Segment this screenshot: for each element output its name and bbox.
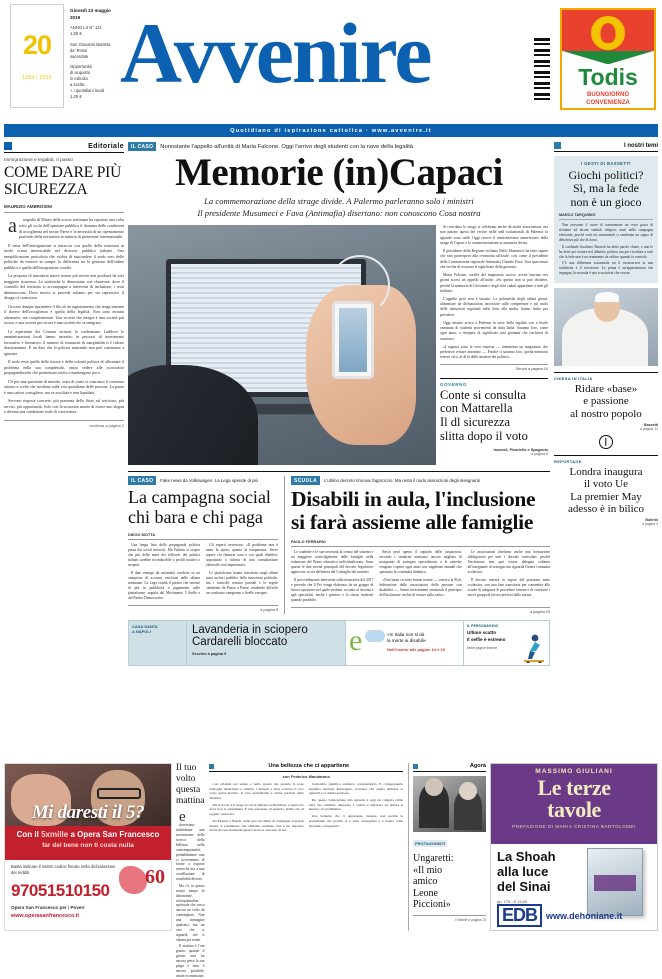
lead-subhead-line2: Il presidente Musumeci e Fava (Antimafia) disertano: non conoscono Cosa nostra xyxy=(197,207,481,218)
offer-line-5: 1,20 € xyxy=(70,94,82,100)
bottom-center-article xyxy=(209,763,403,931)
story-right-kicker: L'ultimo decreto rinnova l'approccio. Ma resta il nodo assunzioni degli insegnanti xyxy=(323,478,480,484)
lead-kicker: Nonostante l'appello all'unità di Maria Falcone. Oggi l'arrivo degli studenti con la nave della legalità xyxy=(160,143,414,150)
bottom-left-paragraph: edovessimo individuare una motivazione della ricerca della bellezza nella contemporaneità, probabilmente non ci troveremmo di fronte a risposte univoche ma a una costellazione di sensibilità diverse. xyxy=(176,808,205,882)
promo-strip xyxy=(128,620,550,666)
story-left-paragraph: Una lunga lista della propaganda politica passa dai social network. Ma l'ultimo si scopre che più della metà dei follower dei politici italiani sarebbe riconducibile a profili inattivi o sospetti. xyxy=(128,543,200,568)
reportage-headline-line: il voto Ue xyxy=(584,478,628,491)
editorial-kicker: Immigrazione e legalità. Il passo xyxy=(4,157,73,162)
themes-section-reportage xyxy=(554,455,658,526)
offer-line-1: di acquisto xyxy=(70,69,91,75)
editorial-byline: MAURIZIO AMBROSINI xyxy=(4,204,124,213)
lead-article-ref[interactable]: Servizi a pagina 10 xyxy=(440,364,548,371)
promo-headline-line2: Cardarelli bloccato xyxy=(192,636,288,649)
offer-line-3: a scelta xyxy=(70,82,85,88)
ad-org-name: Opera San Francesco per i Poveri xyxy=(11,904,85,910)
bottom-left-headline-line: Il tuo volto xyxy=(176,763,197,784)
todis-tagline xyxy=(586,92,630,108)
cloud-icon xyxy=(365,630,385,642)
person-icon xyxy=(419,784,449,828)
divider xyxy=(128,471,550,472)
promo-selfie-tag: IL PERSONAGGIO xyxy=(467,623,499,628)
government-byline: Iasevoli, Picariello e Spagnolo xyxy=(493,447,548,452)
themes-card-headline-line: Sì, ma la fede xyxy=(573,181,639,196)
book-title-line: Le terze xyxy=(537,775,611,800)
square-marker-icon xyxy=(4,142,12,150)
zucchetto-icon xyxy=(595,292,619,302)
book-pages-price: pp. 176 - € 16,50 xyxy=(497,898,528,904)
lead-article-column xyxy=(440,225,548,465)
promo-byline: Secchio a pagina 9 xyxy=(192,652,227,657)
themes-card-body xyxy=(559,223,653,276)
themes-column xyxy=(554,142,658,757)
lead-paragraph: Si ricordano le stragi, si celebrano anche da molte associazioni, ma non paiono questi del vertice nelle sedi istituzionali di Palermo lo sguardo sono saldi. Oggi ricorre il ventisettesimo anniversario della strage di Capaci e la commemorazione si annuncia divisa. xyxy=(440,225,548,245)
reportage-headline-line: Londra inaugura xyxy=(569,466,643,478)
reportage-headline[interactable] xyxy=(554,466,658,515)
book-cover-band xyxy=(594,875,636,891)
bottom-left-paragraph: Il mattino è l'ora giusta: quando il giorno non ha ancora preso la sua piega e tutto è ancora possibile, anche ricominciare. xyxy=(176,944,205,978)
church-ref[interactable]: a pagina 12 xyxy=(640,427,658,431)
ad-line1-pre: Con il xyxy=(16,830,42,839)
reportage-byline: Bultrini xyxy=(645,518,658,523)
lead-paragraph: Oggi intanto arriva a Palermo la nave della legalità con a bordo centinaia di studenti provenienti da tutta Italia. Saranno loro, come ogni anno, a riempire di significato una giornata che rischiava di svuotarsi. xyxy=(440,320,548,341)
story-left-headline-line: La campagna social xyxy=(128,487,271,508)
story-right-headline[interactable] xyxy=(291,488,550,534)
story-right-kicker-row xyxy=(291,476,550,485)
promo-ecla-block[interactable] xyxy=(345,621,463,665)
lead-paragraph: «I ragazzi sono la vera risposta — commenta un magistrato che preferisce restare anonimo —. Finché ci saranno loro, quella memoria resterà viva, al di là delle assenze dei politici». xyxy=(440,344,548,360)
themes-card-byline: MARCO TARQUINIO xyxy=(559,213,653,220)
publisher-block xyxy=(497,904,622,927)
eco-ref: Nell'inserto alle pagine 14 e 15 xyxy=(387,647,445,653)
bottom-center-paragraph: così evidenti nel tempo e nello spazio che quando le pose analoghe disturbarle a chiarire i dettagli e deve scrivere il loro volto quasi inattivo. Il vero naturalismo è anche parziale nella fioritura. xyxy=(209,782,304,801)
book-title xyxy=(491,777,657,820)
bottom-center-paragraph: Per questo l'educazione allo sguardo è oggi un compito civile oltre che culturale. Imparare a vedere è imparare ad abitare il mondo con gratitudine. xyxy=(308,798,403,812)
church-headline-line: al nostro popolo xyxy=(570,407,642,420)
themes-card-paragraph: C'è una differenza sostanziale tra il riconoscersi in una tradizione e il servirsene. La prima è un'appartenenza che impegna, la seconda è una scorciatoia che svuota. xyxy=(559,261,653,276)
story-left-kicker: Fake news da Volkswagen. La Lega spende di più xyxy=(160,478,258,484)
promo-ecla-text xyxy=(387,632,445,652)
ad-opera-san-francesco[interactable] xyxy=(4,763,172,931)
lead-column xyxy=(128,142,550,757)
square-marker-icon xyxy=(209,764,214,769)
government-headline[interactable] xyxy=(440,389,548,444)
editorial-title[interactable]: COME DARE PIÙ SICUREZZA xyxy=(4,164,122,198)
themes-card-paragraph: Il cardinale Gualtiero Bassetti ha detto parole chiare, e non le ha dette per entrare nel dibattito politico ma per ricordare a tutti che la fede non è un ornamento da esibire quando fa comodo. xyxy=(559,244,653,259)
ad-claim: Mi daresti il 5? xyxy=(31,802,145,823)
church-byline: Bassetti xyxy=(644,423,658,427)
church-tag: CHIESA IN ITALIA xyxy=(554,376,593,382)
book-author: MASSIMO GIULIANI xyxy=(535,768,613,775)
eco-line1: «In Italia non si dà xyxy=(387,632,425,638)
publisher-url[interactable]: www.dehoniane.it xyxy=(546,910,623,921)
tagline-text: Quotidiano di ispirazione cattolica · www.avvenire.it xyxy=(230,127,432,134)
story-left-byline: DIEGO MOTTA xyxy=(128,532,278,540)
todis-tagline-line2: CONVENIENZA xyxy=(586,100,630,107)
bottom-section xyxy=(4,763,658,978)
promo-tag-line2: A NAPOLI xyxy=(132,628,151,634)
eco-line2: la morte ai disabili» xyxy=(387,638,427,644)
agora-section-label: Agorà xyxy=(469,763,486,769)
anniversary-years: 1999 / 2019 xyxy=(22,74,52,81)
todis-tagline-line1: BUONGIORNO xyxy=(586,92,629,99)
ad-line2: far del bene non ti costa nulla xyxy=(42,841,134,849)
agora-headline-line: Piccioni» xyxy=(413,899,451,910)
themes-section-church xyxy=(554,372,658,431)
lead-subhead xyxy=(128,196,550,219)
church-headline-line: e passione xyxy=(583,395,629,408)
themes-main-card xyxy=(554,156,658,283)
church-headline[interactable] xyxy=(554,383,658,420)
bottom-center-paragraph: Una bellezza che ci appartiene, dunque, non perché la possediamo ma perché ci è stata consegnata e a nostra volta dovremo consegnarla. xyxy=(308,814,403,828)
todis-name: Todis xyxy=(578,64,638,91)
umbrella-icon xyxy=(599,435,613,449)
bottom-left-article xyxy=(176,763,205,978)
person-icon xyxy=(454,790,482,830)
flower-icon xyxy=(591,16,625,50)
bottom-left-body xyxy=(176,808,205,979)
reportage-headline-line: La premier May xyxy=(570,490,642,503)
lead-paragraph: Il presidente della Regione siciliana Nello Musumeci ha fatto sapere che non parteciperà alla cerimonia ufficiale, così come il presidente della Commissione regionale Antimafia Claudio Fava. Una spaccatura che rischia di oscurare il significato della giornata. xyxy=(440,249,548,269)
government-headline-line: con Mattarella xyxy=(440,401,513,416)
themes-card-headline-line: Giochi politici? xyxy=(568,168,644,182)
newspaper-title: Avvenire xyxy=(120,5,431,101)
story-social-campaign xyxy=(128,476,278,613)
dateline-issue: ANNO LII N° 121 xyxy=(70,25,102,31)
masthead xyxy=(4,4,658,122)
promo-selfie-ref: Nelle pagine interne xyxy=(467,645,498,650)
ad-edb-book[interactable] xyxy=(490,763,658,931)
story-right-paragraph: Resta però aperto il capitolo delle assunzioni: secondo i sindacati mancano ancora migliaia di insegnanti di sostegno specializzati, e le cattedre vengono coperte ogni anno con supplenze annuali che spezzano la continuità didattica. xyxy=(379,550,462,575)
ad-book-lower xyxy=(491,844,657,931)
todis-emblem xyxy=(562,10,654,51)
story-right-paragraph: Il decreto entrerà in vigore dal prossimo anno scolastico, con una fase transitoria per consentire alle scuole di adeguare le procedure interne e di costituire i nuovi gruppi di lavoro previsti dalla norma. xyxy=(467,578,550,598)
story-left-ref[interactable]: a pagina 8 xyxy=(128,605,278,612)
government-headline-line: Il dl sicurezza xyxy=(440,415,511,430)
story-left-tag: IL CASO xyxy=(128,476,156,485)
story-school-inclusion xyxy=(284,476,550,613)
editorial-paragraph: Servono risposte concrete: più presenza dello Stato sul territorio, più servizi, più opportunità. Solo così la sicurezza smette di essere uno slogan e diventa una condizione reale di convivenza. xyxy=(4,398,124,415)
bottom-middle xyxy=(176,763,486,978)
lead-tag: IL CASO xyxy=(128,142,156,151)
bottom-left-paragraph: Ma c'è, in questo nostro tempo di distrazione, un'inquietudine spirituale che cerca ancora un volto da contemplare. Non una immagine qualsiasi, ma un viso che ci riguardi, che ci chiami per nome. xyxy=(176,883,205,942)
dateline-saint-note: sacerdote xyxy=(70,53,89,59)
editorial-paragraph: Il tema dell'immigrazione si intreccia con quello della sicurezza in modo ormai inestricabile nel discorso pubblico italiano. Una semplificazione pericolosa che rischia di nascondere il nodo vero delle politiche da mettere in campo: la differenza tra la gestione dell'ordine pubblico e quella dell'integrazione sociale. xyxy=(4,242,124,270)
government-headline-line: Conte si consulta xyxy=(440,387,527,402)
bottom-center-title[interactable]: Una bellezza che ci appartiene xyxy=(268,763,350,769)
editorial-column xyxy=(4,142,124,757)
reportage-ref[interactable]: a pagina 3 xyxy=(642,522,658,527)
ad-url[interactable]: www.operasanfrancesco.it xyxy=(11,912,80,919)
bottom-left-headline-line: questa mattina xyxy=(176,784,205,806)
themes-section-label: I nostri temi xyxy=(623,142,658,149)
editorial-section-label: Editoriale xyxy=(88,142,124,150)
ad-book-banner xyxy=(491,764,657,844)
lead-photo-row xyxy=(128,225,550,465)
story-right-body xyxy=(291,550,550,603)
story-left-kicker-row xyxy=(128,476,278,485)
church-headline-line: Ridare «base» xyxy=(574,383,638,396)
square-marker-icon xyxy=(554,142,561,149)
book-subtitle xyxy=(497,850,569,895)
bottom-center-header xyxy=(209,763,403,772)
story-right-byline: PAOLO FERRARIO xyxy=(291,539,550,547)
leaf-icon xyxy=(562,51,654,65)
government-tag: GOVERNO xyxy=(440,381,467,387)
story-left-paragraph: Le piattaforme hanno introdotto negli ultimi mesi archivi pubblici delle inserzioni politiche, ma i controlli restano parziali e le regole cambiano da Paese a Paese, rendendo difficile un confronto omogeneo a livello europeo. xyxy=(206,571,278,596)
lead-photo xyxy=(128,225,436,465)
story-left-headline-line: chi bara e chi paga xyxy=(128,506,263,527)
offer-line-0: Opportunità xyxy=(70,63,92,69)
story-right-paragraph: Lo studente e le sue necessità al centro del sistema e un maggiore coinvolgimento delle famiglie nella redazione del Piano educativo individualizzato. Sono queste le due novità principali del decreto legislativo approvato in via definitiva dal Consiglio dei ministri. xyxy=(291,550,374,575)
editorial-paragraph: atragedia di Mineo delle scorse settimane ha riportato una volta sotto gli occhi dell'opinione pubblica il dramma delle condizioni di accoglienza nel nostro Paese e la necessità di un ripensamento profondo della normativa in materia di protezione internazionale. xyxy=(8,215,124,240)
dateline-price: 1,50 € xyxy=(70,31,82,37)
reportage-headline-line: adesso è in bilico xyxy=(567,502,645,515)
publisher-logo: EDB xyxy=(497,904,542,927)
bottom-center-body xyxy=(209,782,403,833)
book-subtitle-line: La Shoah xyxy=(497,849,556,864)
pope-photo xyxy=(554,288,658,366)
story-left-paragraph: Gli esperti avvertono: «Il problema non è tanto la spesa, quanto la trasparenza. Serve sapere chi finanzia cosa e con quali obiettivi, soprattutto a ridosso di una consultazione elettorale così importante». xyxy=(206,543,278,568)
bottom-left-headline[interactable] xyxy=(176,763,204,807)
themes-card-headline[interactable] xyxy=(559,169,653,209)
themes-card-paragraph: Non avevamo il cuore di commentare un certo gioco di richiami ad alcuni simboli religiosi usati nella campagna elettorale, perché certi usi strumentali ci sembrano un segno di debolezza più che di forza. xyxy=(559,223,653,242)
promo-selfie-block[interactable] xyxy=(463,621,549,665)
lead-headline[interactable]: Memorie (in)Capaci xyxy=(175,151,503,194)
themes-card-headline-line: non è un gioco xyxy=(570,194,642,209)
ad-badge-number: 60 xyxy=(145,866,165,888)
story-right-paragraph: Il provvedimento interviene sulla normativa del 2017 e prevede che il Pei venga elaborato da un gruppo di lavoro operativo nel quale siedono, accanto ai docenti e agli specialisti, anche i genitori e lo stesso studente quando possibile. xyxy=(291,578,374,603)
lead-kicker-row xyxy=(128,142,550,151)
government-ref[interactable]: a pagina 6 xyxy=(531,451,548,456)
offer-line-2: in edicola xyxy=(70,75,88,81)
bottom-center-byline: con Federico Mandarano xyxy=(282,774,330,779)
dateline-year: 2019 xyxy=(70,14,81,20)
story-right-headline-line: Disabili in aula, l'inclusione xyxy=(291,487,536,512)
government-box xyxy=(440,378,548,456)
smartphone-icon xyxy=(332,301,374,379)
agora-headline-line: Ungaretti: xyxy=(413,853,454,864)
skateboarder-icon xyxy=(521,633,547,663)
offer-line-4: + i quotidiani locali xyxy=(70,88,105,94)
dateline-saint: San Giovanni Battista de' Rossi xyxy=(70,41,111,53)
advertiser-badge-todis[interactable] xyxy=(560,8,656,110)
agora-ref[interactable]: Il Nobile a pagina 23 xyxy=(413,915,486,922)
editorial-paragraph: Le esperienze dei Comuni virtuosi lo confermano. Laddove le amministrazioni locali hanno investito in percorsi di inserimento lavorativo e formativo, il numero di situazioni di marginalità si è ridotto drasticamente. È un dato che la politica nazionale non può continuare a ignorare. xyxy=(4,328,124,356)
dateline-date: Giovedì 23 maggio xyxy=(70,8,111,13)
ad-line1-post: a Opera San Francesco xyxy=(68,830,160,839)
promo-tag-block xyxy=(129,621,187,665)
promo-selfie-line2: Il selfie è estremo xyxy=(467,637,506,643)
themes-card-tag: I GESTI DI BASSETTI xyxy=(581,161,631,166)
agora-headline-line: «Il mio xyxy=(413,864,443,876)
dateline-block xyxy=(64,4,116,100)
logo-area xyxy=(116,4,658,116)
agora-headline[interactable] xyxy=(413,853,486,911)
editorial-paragraph: C'è poi una questione di metodo, ossia di come si costruisce il consenso attorno a scelte che incidono sulla vita quotidiana delle persone. La paura è una cattiva consigliera, ma va ascoltata e non liquidata. xyxy=(4,378,124,395)
promo-tag-line1: CASA SANTA xyxy=(132,623,158,629)
editorial-body xyxy=(4,217,124,418)
story-left-headline[interactable] xyxy=(128,488,278,527)
editorial-paragraph: Il nodo resta quello delle risorse e della volontà politica di affrontare il problema nella sua complessità, senza cedere alle scorciatoie propagandistiche che promettono molto e mantengono poco. xyxy=(4,359,124,376)
ad-anniversary-badge xyxy=(119,864,165,904)
promo-headline-block[interactable] xyxy=(187,621,345,665)
promo-headline-line1: Lavanderia in sciopero xyxy=(192,623,308,636)
agora-headline-line: amico xyxy=(413,876,438,887)
book-subtitle-line: alla luce xyxy=(497,863,549,879)
ad-red-band xyxy=(5,826,171,860)
content-grid xyxy=(4,142,658,757)
square-marker-icon xyxy=(413,764,418,769)
anniversary-badge xyxy=(10,4,64,108)
agora-photo xyxy=(413,776,486,832)
tagline-bar xyxy=(4,124,658,137)
lead-subhead-line1: La commemorazione della strage divide. A Palermo parleranno solo i ministri xyxy=(204,196,474,206)
story-left-paragraph: Il dato emerge da un'analisi condotta su un campione di account verificati nelle ultime settimane. La Lega risulta il partito che investe di più in pubblicità a pagamento sulle piattaforme, seguita dal Movimento 5 Stelle e dal Partito Democratico. xyxy=(128,571,200,601)
story-right-headline-line: si farà assieme alle famiglie xyxy=(291,510,534,535)
book-subtitle-line: del Sinai xyxy=(497,878,551,894)
agora-tag: PROTAGONISTI xyxy=(415,841,446,846)
bottom-center-paragraph: Ma il secolo è il luogo in cui la bellezza si manifesta, e spesso da dove non la attendiamo. È una questione di sguardo, prima che di oggetto osservato. xyxy=(209,802,304,817)
story-right-paragraph: Le associazioni chiedono anche una formazione obbligatoria per tutti i docenti curricolari, perché l'inclusione non può essere delegata soltanto all'insegnante di sostegno ma riguarda l'intera comunità scolastica. xyxy=(467,550,550,575)
story-right-paragraph: «Non basta scrivere buone norme — osserva la Fish, federazione delle associazioni delle persone con disabilità —. Senza investimenti strutturali il principio dell'inclusione rischia di restare sulla carta». xyxy=(379,578,462,598)
story-right-tag: SCUOLA xyxy=(291,476,320,485)
editorial-header xyxy=(4,142,124,153)
barcode-icon xyxy=(534,38,550,100)
agora-headline-line: Leone xyxy=(413,887,438,899)
lead-article-body xyxy=(440,225,548,360)
agora-header xyxy=(413,763,486,772)
bottom-center-paragraph: Da Firenze a Napoli, dalle piccole chiese di campagna ai grandi musei, il patrimonio che abbiamo ereditato non è un deposito inerte ma una domanda aperta rivolta a ciascuno di noi. xyxy=(209,818,304,833)
book-title-line: tavole xyxy=(547,796,601,822)
ad-line1-highlight: 5xmille xyxy=(41,830,69,839)
ad-small-text: Basta indicare il nostro codice fiscale nella dichiarazione dei redditi xyxy=(11,864,116,875)
book-preface: PREFAZIONE DI MARIA CRISTINA BARTOLOMEI xyxy=(512,824,636,830)
editorial-continues-ref[interactable]: continua a pagina 2 xyxy=(4,420,124,428)
secondary-stories xyxy=(128,476,550,613)
ad-fiscal-code: 97051510150 xyxy=(11,880,110,900)
editorial-paragraph: Occorre dunque riprendere il filo di un ragionamento che tenga insieme il dovere dell'accoglienza e quello della legalità. Non sono termini alternativi, ma complementari. Una società che integra è una società più sicura, e una società più sicura è una società che sa integrare. xyxy=(4,303,124,326)
bottom-center-paragraph: Custodirlo significa anzitutto comprenderlo. E comprenderlo significa lasciarsi interrogare, accettare che quella bellezza ci riguardi e ci chieda qualcosa. xyxy=(308,782,403,796)
splash-icon xyxy=(119,866,147,894)
anniversary-number: 20 xyxy=(22,29,52,60)
lead-paragraph: L'appello però non è bastato. Le polemiche degli ultimi giorni, alimentate da dichiarazioni incrociate sulle competenze e sul ruolo delle istituzioni regionali nella lotta alla mafia, hanno finito per prevalere. xyxy=(440,297,548,317)
themes-header xyxy=(554,142,658,152)
ecla-logo-icon xyxy=(349,623,383,660)
editorial-paragraph: La proposta di introdurre nuove norme più severe non produrrà da sola maggiore sicurezza. Le statistiche lo dimostrano con chiarezza: dove il controllo del territorio si accompagna a interventi di inclusione, i reati diminuiscono. Dove invece si procede soltanto per via repressiva, il disagio si cronicizza. xyxy=(4,273,124,301)
ecla-e-glyph: e xyxy=(349,623,363,657)
glasses-icon xyxy=(97,788,141,799)
lead-paragraph: Maria Falcone, sorella del magistrato ucciso, aveva lanciato nei giorni scorsi un appello all'unità: «Su questo non si può dividere, perché la memoria di Giovanni e degli altri caduti appartiene a tutti gli italiani». xyxy=(440,273,548,293)
story-left-body xyxy=(128,543,278,602)
story-right-ref[interactable]: a pagina 15 xyxy=(291,607,550,614)
agora-column xyxy=(408,763,486,931)
ad-line1 xyxy=(11,830,165,840)
government-headline-line: slitta dopo il voto xyxy=(440,428,528,443)
promo-selfie-line1: Ultimo scatto xyxy=(467,629,497,635)
reportage-tag: REPORTAGE xyxy=(554,459,582,464)
